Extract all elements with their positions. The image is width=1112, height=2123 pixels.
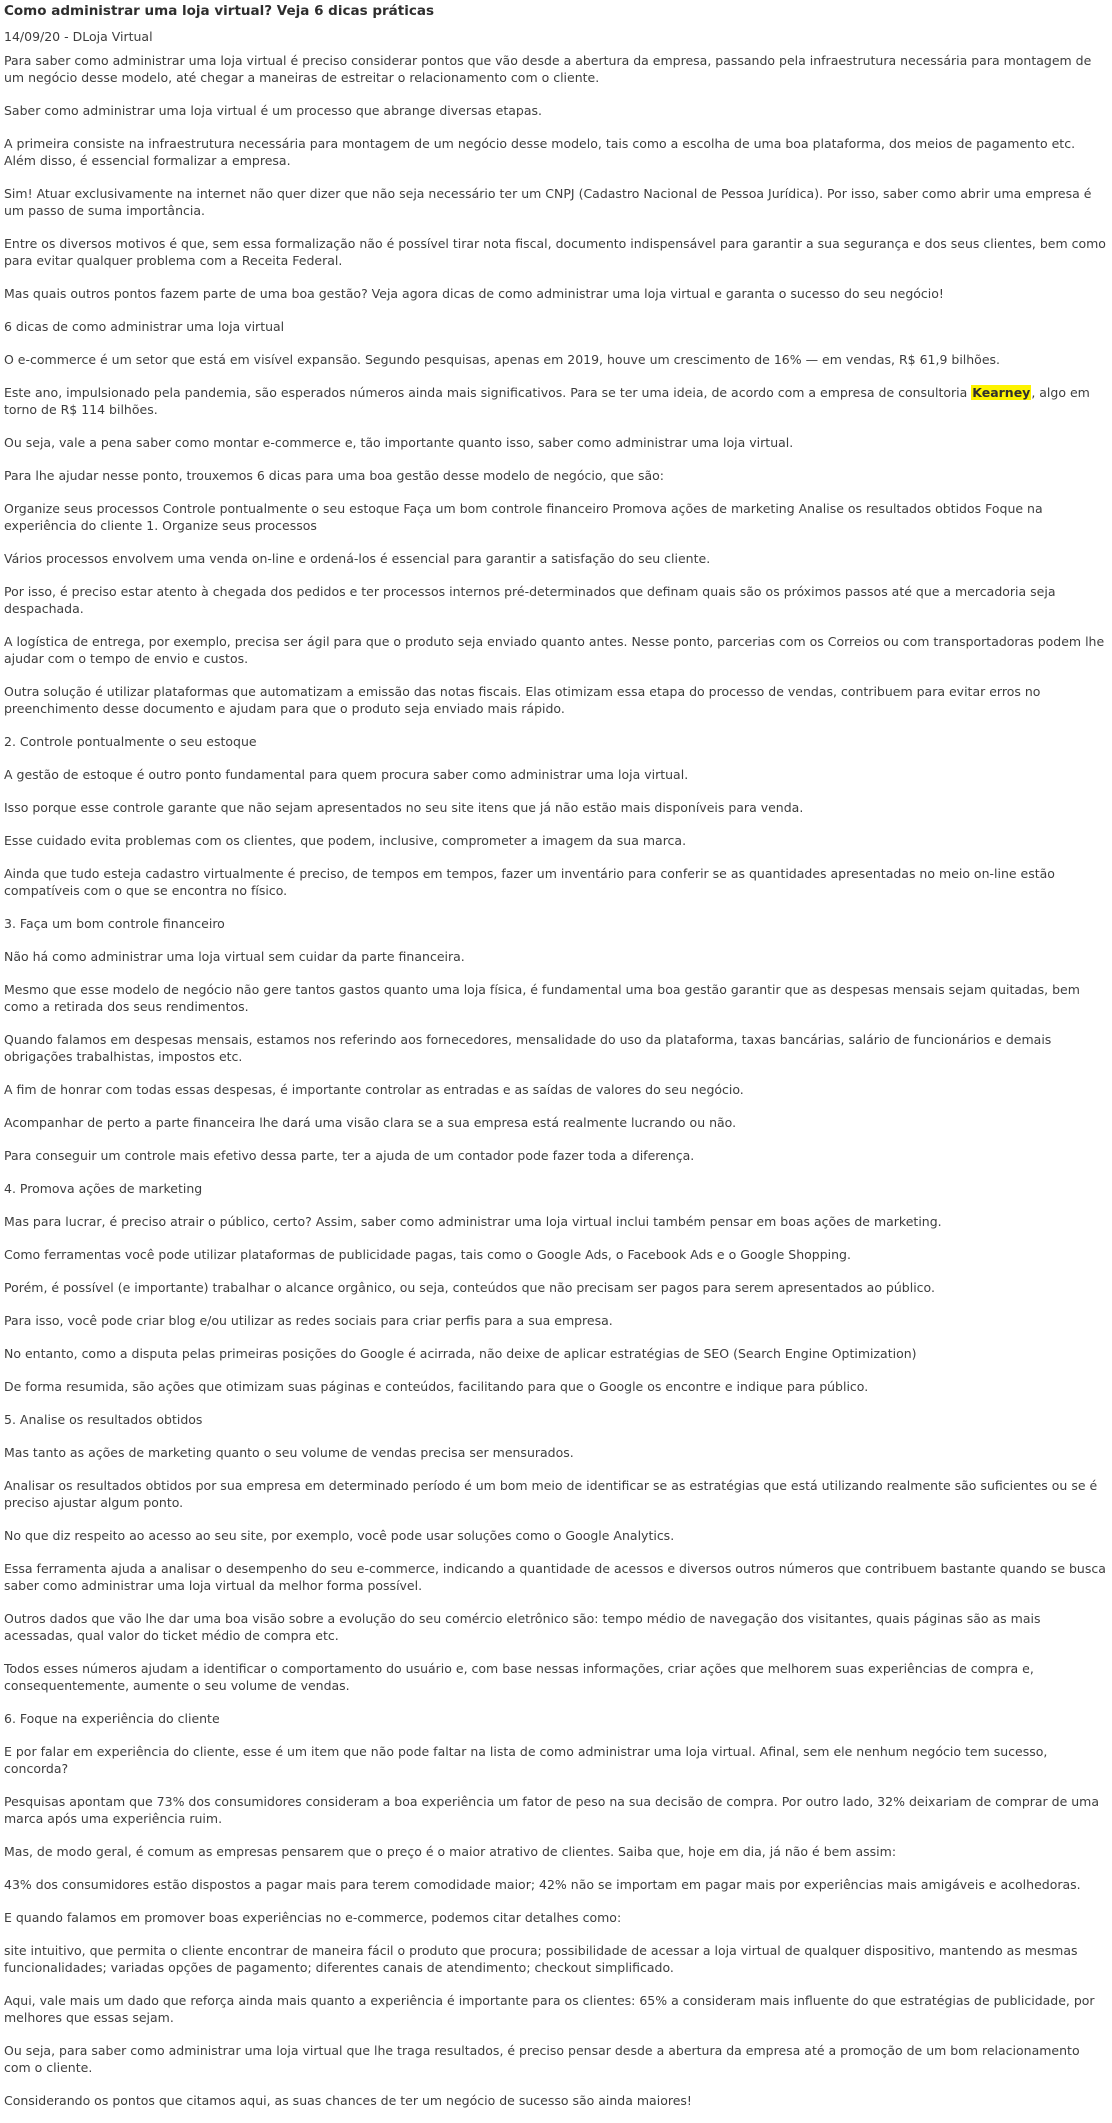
paragraph: Ou seja, para saber como administrar uma loja virtual que lhe traga resultados, é preciso pensar desde a abertura da empresa até a promoção de um bom relacionamento com o cliente.: [4, 2043, 1080, 2075]
paragraph: Pesquisas apontam que 73% dos consumidores consideram a boa experiência um fator de peso na sua decisão de compra. Por outro lado, 32% deixariam de comprar de uma marca após uma experiência ruim.: [4, 1794, 1100, 1826]
paragraph: 3. Faça um bom controle financeiro: [4, 916, 225, 931]
paragraph: Mesmo que esse modelo de negócio não gere tantos gastos quanto uma loja física, é fundamental uma boa gestão garantir que as despesas mensais sejam quitadas, bem como a retirada dos seus rendimentos.: [4, 982, 1080, 1014]
paragraph: Todos esses números ajudam a identificar o comportamento do usuário e, com base nessas informações, criar ações que melhorem suas experiências de compra e, consequentemente, aumente o seu volume de vendas.: [4, 1661, 1034, 1693]
paragraph-segment: , algo em torno de R$ 114 bilhões.: [4, 385, 1090, 417]
paragraph: Não há como administrar uma loja virtual sem cuidar da parte financeira.: [4, 949, 465, 964]
paragraph: Essa ferramenta ajuda a analisar o desempenho do seu e-commerce, indicando a quantidade de acessos e diversos outros números que contribuem bastante quando se busca saber como administrar uma loja virtual da melhor forma possível.: [4, 1561, 1106, 1593]
paragraph: 6. Foque na experiência do cliente: [4, 1711, 220, 1726]
paragraph: Mas quais outros pontos fazem parte de uma boa gestão? Veja agora dicas de como administrar uma loja virtual e garanta o sucesso do seu negócio!: [4, 286, 944, 301]
paragraph: Como ferramentas você pode utilizar plataformas de publicidade pagas, tais como o Google Ads, o Facebook Ads e o Google Shopping.: [4, 1247, 851, 1262]
highlighted-term: Kearney: [972, 385, 1031, 400]
paragraph: A gestão de estoque é outro ponto fundamental para quem procura saber como administrar uma loja virtual.: [4, 767, 689, 782]
paragraph-segment: Este ano, impulsionado pela pandemia, são esperados números ainda mais significativos. Para se ter uma ideia, de acordo com a empresa de consultoria: [4, 385, 972, 400]
paragraph: Quando falamos em despesas mensais, estamos nos referindo aos fornecedores, mensalidade do uso da plataforma, taxas bancárias, salário de funcionários e demais obrigações trabalhistas, impostos etc.: [4, 1032, 1052, 1064]
paragraph: site intuitivo, que permita o cliente encontrar de maneira fácil o produto que procura; possibilidade de acessar a loja virtual de qualquer dispositivo, mantendo as mesmas funcionalidades; variadas opções de pagamento; diferentes canais de atendimento; checkout simplificado.: [4, 1943, 1078, 1975]
paragraph: Considerando os pontos que citamos aqui, as suas chances de ter um negócio de sucesso são ainda maiores!: [4, 2093, 692, 2108]
article-byline: 14/09/20 - DLoja Virtual: [4, 29, 153, 44]
paragraph: A logística de entrega, por exemplo, precisa ser ágil para que o produto seja enviado quanto antes. Nesse ponto, parcerias com os Correios ou com transportadoras podem lhe ajudar com o tempo de envio e custos.: [4, 634, 1105, 666]
paragraph: Mas tanto as ações de marketing quanto o seu volume de vendas precisa ser mensurados.: [4, 1445, 574, 1460]
page-title: Como administrar uma loja virtual? Veja 6 dicas práticas: [4, 3, 434, 19]
paragraph: Sim! Atuar exclusivamente na internet não quer dizer que não seja necessário ter um CNPJ (Cadastro Nacional de Pessoa Jurídica). Por isso, saber como abrir uma empresa é um passo de suma importância.: [4, 186, 1092, 218]
paragraph: O e-commerce é um setor que está em visível expansão. Segundo pesquisas, apenas em 2019, houve um crescimento de 16% — em vendas, R$ 61,9 bilhões.: [4, 352, 1001, 367]
paragraph: 4. Promova ações de marketing: [4, 1181, 203, 1196]
paragraph: E quando falamos em promover boas experiências no e-commerce, podemos citar detalhes como:: [4, 1910, 622, 1925]
paragraph: Vários processos envolvem uma venda on-line e ordená-los é essencial para garantir a satisfação do seu cliente.: [4, 551, 711, 566]
paragraph: Saber como administrar uma loja virtual é um processo que abrange diversas etapas.: [4, 103, 542, 118]
paragraph: 6 dicas de como administrar uma loja virtual: [4, 319, 285, 334]
paragraph: Por isso, é preciso estar atento à chegada dos pedidos e ter processos internos pré-determinados que definam quais são os próximos passos até que a mercadoria seja despachada.: [4, 584, 1056, 616]
paragraph: Para saber como administrar uma loja virtual é preciso considerar pontos que vão desde a abertura da empresa, passando pela infraestrutura necessária para montagem de um negócio desse modelo, até chegar a maneiras de estreitar o relacionamento com o cliente.: [4, 53, 1092, 85]
paragraph: 5. Analise os resultados obtidos: [4, 1412, 203, 1427]
paragraph: Entre os diversos motivos é que, sem essa formalização não é possível tirar nota fiscal, documento indispensável para garantir a sua segurança e dos seus clientes, bem como para evitar qualquer problema com a Receita Federal.: [4, 236, 1106, 268]
paragraph: Aqui, vale mais um dado que reforça ainda mais quanto a experiência é importante para os clientes: 65% a consideram mais influente do que estratégias de publicidade, por melhores que essas sejam.: [4, 1993, 1095, 2025]
paragraph: De forma resumida, são ações que otimizam suas páginas e conteúdos, facilitando para que o Google os encontre e indique para público.: [4, 1379, 869, 1394]
paragraph: Para isso, você pode criar blog e/ou utilizar as redes sociais para criar perfis para a sua empresa.: [4, 1313, 613, 1328]
paragraph: Isso porque esse controle garante que não sejam apresentados no seu site itens que já não estão mais disponíveis para venda.: [4, 800, 804, 815]
paragraph: Para conseguir um controle mais efetivo dessa parte, ter a ajuda de um contador pode fazer toda a diferença.: [4, 1148, 695, 1163]
paragraph: Analisar os resultados obtidos por sua empresa em determinado período é um bom meio de identificar se as estratégias que está utilizando realmente são suficientes ou se é preciso ajustar algum ponto.: [4, 1478, 1098, 1510]
paragraph: 43% dos consumidores estão dispostos a pagar mais para terem comodidade maior; 42% não se importam em pagar mais por experiências mais amigáveis e acolhedoras.: [4, 1877, 1081, 1892]
paragraph: Ou seja, vale a pena saber como montar e-commerce e, tão importante quanto isso, saber como administrar uma loja virtual.: [4, 435, 794, 450]
paragraph: Acompanhar de perto a parte financeira lhe dará uma visão clara se a sua empresa está realmente lucrando ou não.: [4, 1115, 737, 1130]
paragraph: Para lhe ajudar nesse ponto, trouxemos 6 dicas para uma boa gestão desse modelo de negócio, que são:: [4, 468, 665, 483]
paragraph: E por falar em experiência do cliente, esse é um item que não pode faltar na lista de como administrar uma loja virtual. Afinal, sem ele nenhum negócio tem sucesso, concorda?: [4, 1744, 1048, 1776]
paragraph: Mas, de modo geral, é comum as empresas pensarem que o preço é o maior atrativo de clientes. Saiba que, hoje em dia, já não é bem assim:: [4, 1844, 897, 1859]
paragraph: No que diz respeito ao acesso ao seu site, por exemplo, você pode usar soluções como o Google Analytics.: [4, 1528, 675, 1543]
paragraph: No entanto, como a disputa pelas primeiras posições do Google é acirrada, não deixe de aplicar estratégias de SEO (Search Engine Optimization): [4, 1346, 917, 1361]
paragraph: A primeira consiste na infraestrutura necessária para montagem de um negócio desse modelo, tais como a escolha de uma boa plataforma, dos meios de pagamento etc. Além disso, é essencial formalizar a empresa.: [4, 136, 1076, 168]
paragraph: Outra solução é utilizar plataformas que automatizam a emissão das notas fiscais. Elas otimizam essa etapa do processo de vendas, contribuem para evitar erros no preenchimento desse documento e ajudam para que o produto seja enviado mais rápido.: [4, 684, 1041, 716]
paragraph: A fim de honrar com todas essas despesas, é importante controlar as entradas e as saídas de valores do seu negócio.: [4, 1082, 744, 1097]
paragraph: [4, 384, 1108, 418]
paragraph: 2. Controle pontualmente o seu estoque: [4, 734, 257, 749]
paragraph: Esse cuidado evita problemas com os clientes, que podem, inclusive, comprometer a imagem da sua marca.: [4, 833, 687, 848]
paragraph: Organize seus processos Controle pontualmente o seu estoque Faça um bom controle financeiro Promova ações de marketing Analise os resultados obtidos Foque na experiência do cliente 1. Organize seus processos: [4, 501, 1043, 533]
paragraph: Ainda que tudo esteja cadastro virtualmente é preciso, de tempos em tempos, fazer um inventário para conferir se as quantidades apresentadas no meio on-line estão compatíveis com o que se encontra no físico.: [4, 866, 1055, 898]
paragraph: Mas para lucrar, é preciso atrair o público, certo? Assim, saber como administrar uma loja virtual inclui também pensar em boas ações de marketing.: [4, 1214, 942, 1229]
paragraph: Outros dados que vão lhe dar uma boa visão sobre a evolução do seu comércio eletrônico são: tempo médio de navegação dos visitantes, quais páginas são as mais acessadas, qual valor do ticket médio de compra etc.: [4, 1611, 1041, 1643]
article-body: [4, 52, 1108, 2109]
paragraph: Porém, é possível (e importante) trabalhar o alcance orgânico, ou seja, conteúdos que não precisam ser pagos para serem apresentados ao público.: [4, 1280, 935, 1295]
